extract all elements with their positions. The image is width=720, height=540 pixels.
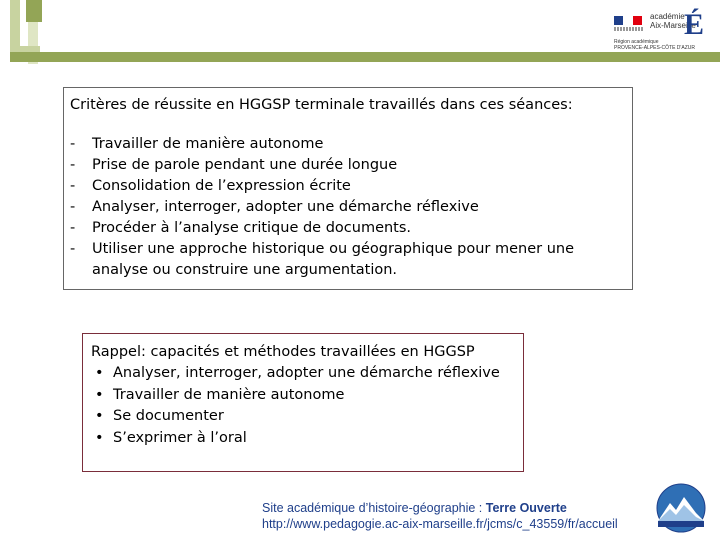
list-item: - Utiliser une approche historique ou géographique pour mener une analyse ou construire une argumentation. [70, 241, 575, 278]
academy-name: académie Aix-Marseille [650, 12, 696, 30]
bullet-dot: • [95, 386, 104, 403]
dash-bullet: - [70, 136, 76, 152]
reminder-box [82, 333, 524, 472]
academy-emblem-letter: É [684, 8, 705, 41]
criteria-list [70, 134, 626, 281]
dash-bullet: - [70, 178, 76, 194]
criteria-title: Critères de réussite en HGGSP terminale travaillés dans ces séances: [70, 97, 573, 113]
terre-ouverte-logo-icon [652, 483, 710, 533]
list-item: • Se documenter [91, 406, 515, 428]
list-item: - Prise de parole pendant une durée longue [70, 155, 626, 176]
bullet-dot: • [95, 365, 104, 381]
dash-bullet: - [70, 199, 76, 215]
list-item: • S’exprimer à l’oral [91, 428, 515, 450]
site-url-link[interactable]: http://www.pedagogie.ac-aix-marseille.fr/jcms/c_43559/fr/accueil [262, 517, 618, 531]
site-name: Terre Ouverte [485, 501, 567, 515]
list-item: • Travailler de manière autonome [91, 385, 515, 407]
list-item: - Analyser, interroger, adopter une démarche réflexive [70, 197, 626, 218]
region-name: Région académique PROVENCE-ALPES-CÔTE D'AZUR [614, 39, 695, 51]
dash-bullet: - [70, 241, 76, 257]
bullet-dot: • [95, 429, 104, 446]
reminder-list [91, 363, 515, 449]
site-credit: Site académique d’histoire-géographie : Terre Ouverte [262, 501, 567, 515]
dash-bullet: - [70, 157, 76, 173]
bullet-dot: • [95, 408, 104, 424]
reminder-title: Rappel: capacités et méthodes travaillées en HGGSP [91, 344, 475, 360]
dash-bullet: - [70, 220, 76, 236]
list-item: - Procéder à l’analyse critique de documents. [70, 218, 626, 239]
decorative-bar-vertical-dark [26, 0, 42, 22]
list-item: • Analyser, interroger, adopter une démarche réflexive [91, 363, 515, 385]
ministry-text-decoration [614, 27, 644, 31]
academy-logo [612, 10, 716, 52]
decorative-bar-horizontal [10, 52, 720, 62]
list-item: - Consolidation de l’expression écrite [70, 176, 626, 197]
criteria-box [63, 87, 633, 290]
list-item: - Travailler de manière autonome [70, 134, 626, 155]
french-flag-icon [614, 16, 642, 25]
footer [262, 500, 618, 532]
